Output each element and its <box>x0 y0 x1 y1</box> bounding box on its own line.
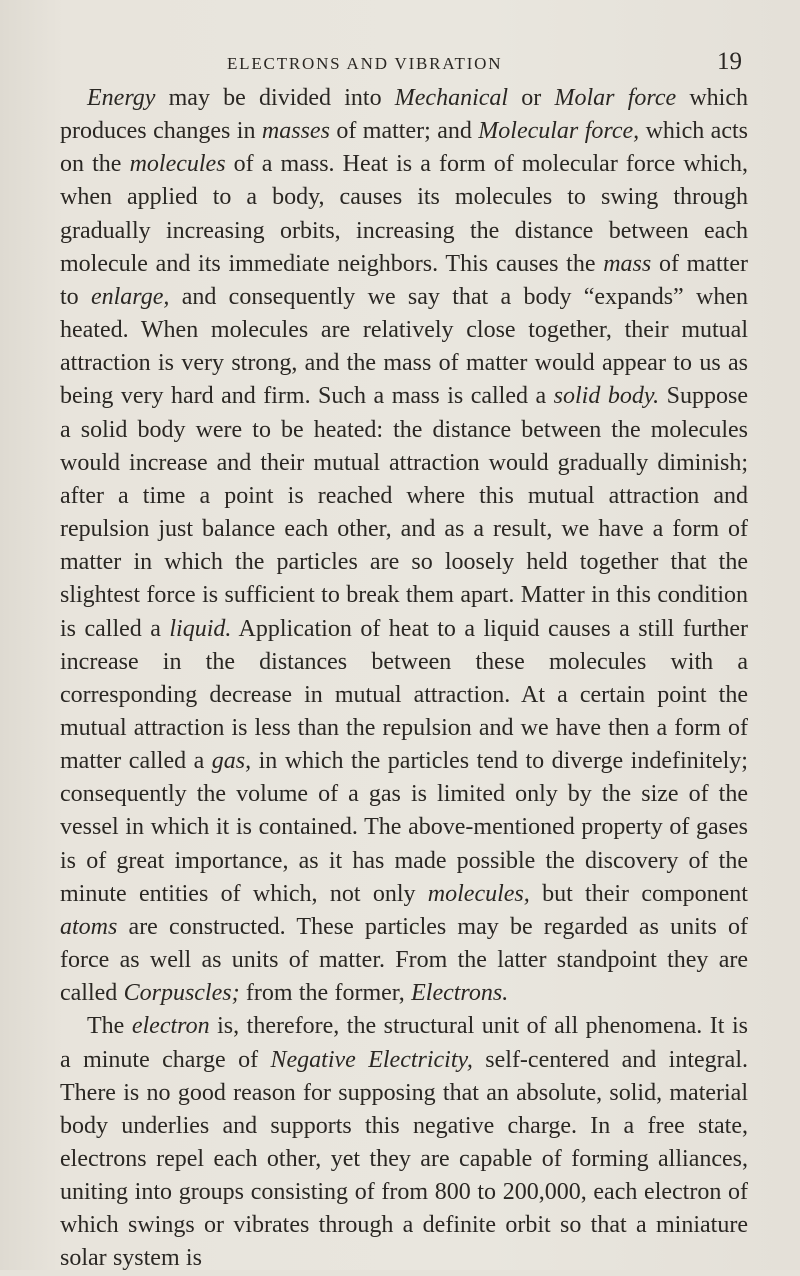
italic-text: Electrons. <box>411 980 509 1007</box>
text-run: which acts on the <box>60 118 748 178</box>
text-run: of a mass. Heat is a form of molecular force which, when applied to a body, causes its molecules to swing through gradually increasing orbits, increasing the distance between each molecule and its immediate neighbors. This causes the <box>60 151 748 277</box>
text-run: but their component <box>529 880 748 907</box>
text-run: are constructed. These particles may be regarded as units of force as well as units of matter. From the latter standpoint they are called <box>60 913 748 1007</box>
text-run: in which the particles tend to diverge indefinitely; consequently the volume of a gas is limited only by the size of the vessel in which it is contained. The above-mentioned property of gases is of great importance, as it has made possible the discovery of the minute entities of which, not only <box>60 748 748 907</box>
text-run: or <box>508 85 555 111</box>
italic-text: atoms <box>60 913 118 940</box>
italic-text: molecules <box>129 151 226 178</box>
text-run: The <box>87 1013 132 1040</box>
text-run: self-centered and integral. There is no good reason for supposing that an absolute, solid, material body underlies and supports this negative charge. In a free state, electrons repel each other, yet they are capable of forming alliances, uniting into groups consisting of from 800 to 200,000, each electron of which swings or vibrates through a definite orbit so that a miniature solar system is <box>60 1046 748 1272</box>
italic-text: Molecular force, <box>478 118 640 145</box>
running-title: ELECTRONS AND VIBRATION <box>227 54 503 73</box>
text-run: of matter; and <box>329 118 479 145</box>
italic-text: Energy <box>87 85 156 111</box>
italic-text: electron <box>131 1013 210 1040</box>
text-run: from the former, <box>239 980 412 1007</box>
italic-text: Corpuscles; <box>123 980 240 1007</box>
italic-text: gas, <box>211 748 252 775</box>
italic-text: Negative Electricity, <box>270 1046 473 1073</box>
italic-text: enlarge, <box>90 283 170 310</box>
text-run: Suppose a solid body were to be heated: the distance between the molecules would increase and their mutual attraction would gradually diminish; after a time a point is reached where this mutual attraction and repulsion just balance each other, and as a result, we have a form of matter in which the particles are so loosely held together that the slightest force is sufficient to break them apart. Matter in this condition is called a <box>60 383 748 642</box>
paragraph <box>60 1010 748 1275</box>
running-head <box>60 48 748 78</box>
page-number: 19 <box>717 48 742 75</box>
text-run: is, therefore, the structural unit of all phenomena. It is a minute charge of <box>60 1013 748 1073</box>
paragraph <box>60 82 748 1010</box>
text-run: of matter to <box>60 250 748 310</box>
italic-text: liquid. <box>169 615 232 642</box>
italic-text: Mechanical <box>394 85 509 111</box>
text-run: which produces changes in <box>60 85 749 145</box>
italic-text: mass <box>603 250 652 277</box>
italic-text: Molar force <box>554 85 677 111</box>
italic-text: molecules, <box>427 880 530 907</box>
text-run: may be divided into <box>155 85 395 111</box>
text-run: Application of heat to a liquid causes a still further increase in the distances between these molecules with a corresponding decrease in mutual attraction. At a certain point the mutual attraction is less than the repulsion and we have then a form of matter called a <box>60 615 748 775</box>
text-run: and consequently we say that a body “expands” when heated. When molecules are relatively close together, their mutual attraction is very strong, and the mass of matter would appear to us as being very hard and firm. Such a mass is called a <box>60 283 748 410</box>
body-text <box>60 82 748 1276</box>
italic-text: solid body. <box>553 383 660 410</box>
italic-text: masses <box>261 118 330 145</box>
